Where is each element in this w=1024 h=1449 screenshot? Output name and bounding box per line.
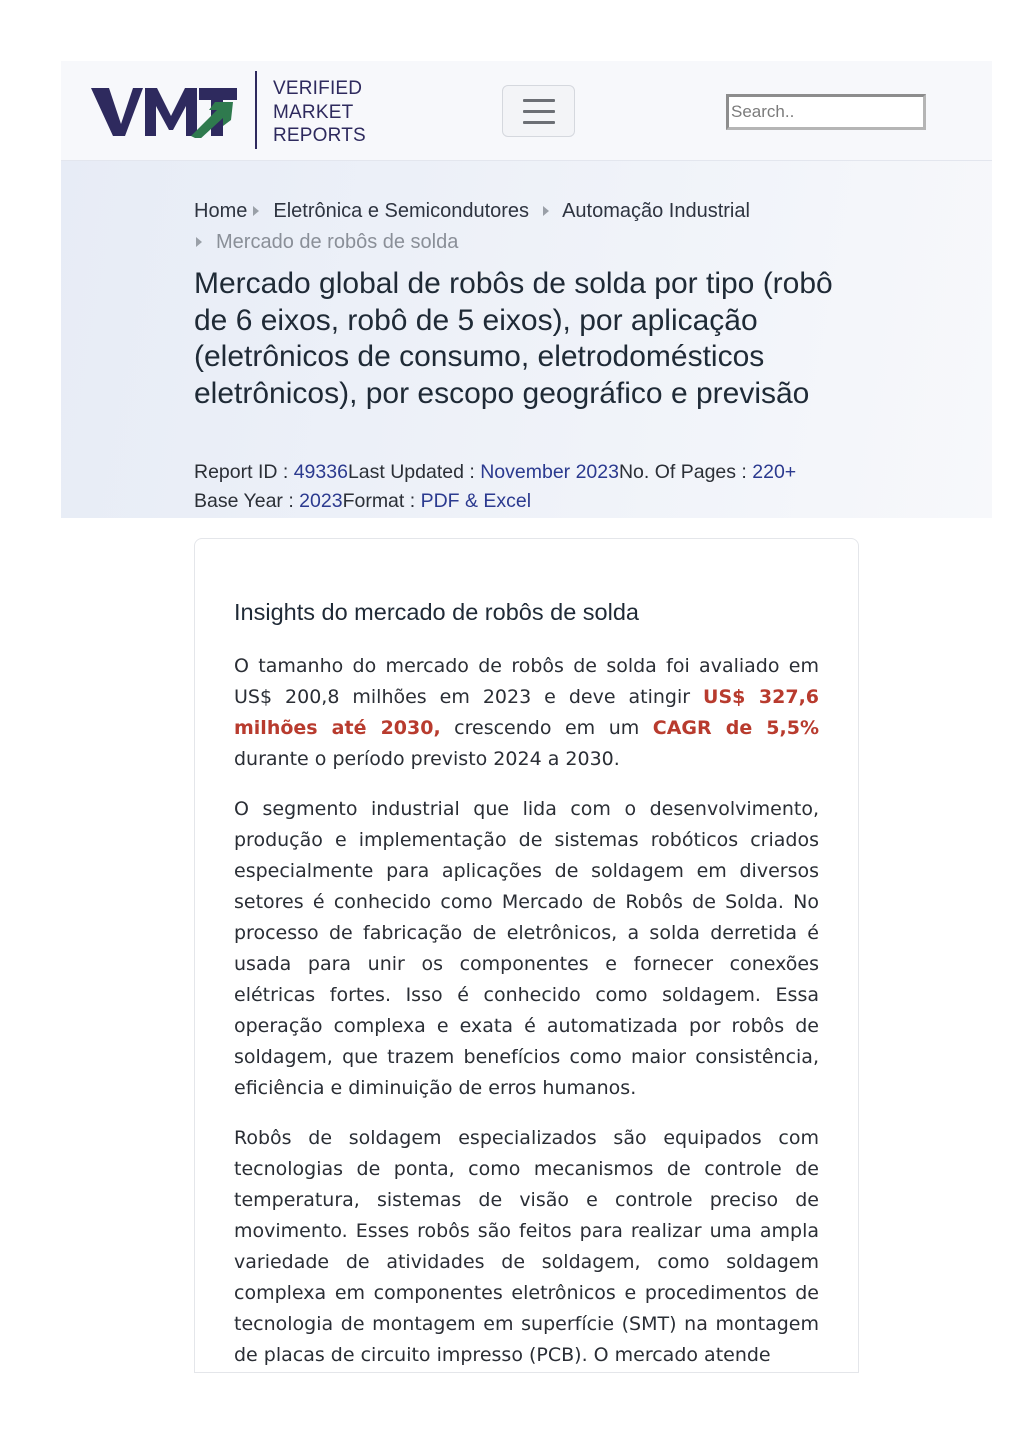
format-label: Format : bbox=[342, 490, 421, 512]
breadcrumb bbox=[194, 196, 854, 258]
report-id-value: 49336 bbox=[293, 461, 348, 483]
site-header bbox=[61, 61, 992, 161]
format-value: PDF & Excel bbox=[420, 490, 532, 512]
last-updated-label: Last Updated : bbox=[347, 461, 481, 483]
chevron-right-icon bbox=[196, 237, 202, 247]
brand-wordmark[interactable] bbox=[273, 77, 393, 148]
pages-label: No. Of Pages : bbox=[618, 461, 753, 483]
insights-paragraph-1 bbox=[234, 651, 819, 775]
p1-text-c: durante o período previsto 2024 a 2030. bbox=[234, 748, 620, 770]
chevron-right-icon bbox=[253, 206, 259, 216]
chevron-right-icon bbox=[543, 206, 549, 216]
breadcrumb-item-electronics[interactable]: Eletrônica e Semicondutores bbox=[273, 200, 530, 222]
search-input[interactable] bbox=[726, 94, 926, 130]
brand-line-2: MARKET bbox=[273, 101, 354, 123]
hamburger-line bbox=[523, 110, 555, 113]
vmr-logo-icon[interactable] bbox=[91, 86, 239, 138]
meta-row-2 bbox=[194, 487, 894, 516]
pages-value: 220+ bbox=[752, 461, 797, 483]
p1-text-b: crescendo em um bbox=[440, 717, 653, 739]
breadcrumb-item-automation[interactable]: Automação Industrial bbox=[562, 200, 750, 222]
insights-card bbox=[194, 538, 859, 1373]
brand-line-1: VERIFIED bbox=[273, 78, 363, 99]
brand-line-3: REPORTS bbox=[273, 125, 366, 146]
breadcrumb-item-home[interactable]: Home bbox=[194, 200, 248, 222]
hamburger-line bbox=[523, 121, 555, 124]
report-meta bbox=[194, 458, 894, 516]
last-updated-value: November 2023 bbox=[480, 461, 619, 483]
hamburger-line bbox=[523, 99, 555, 102]
page-title: Mercado global de robôs de solda por tipo (robô de 6 eixos, robô de 5 eixos), por aplicação (eletrônicos de consumo, eletrodomésticos eletrônicos), por escopo geográfico e previsão bbox=[194, 267, 833, 410]
logo-divider bbox=[255, 71, 257, 149]
report-hero bbox=[61, 161, 992, 518]
insights-body bbox=[234, 651, 819, 1373]
base-year-value: 2023 bbox=[299, 490, 343, 512]
meta-row-1 bbox=[194, 458, 894, 487]
market-forecast-highlight: US$ 327,6 milhões até 2030, bbox=[234, 686, 820, 739]
menu-toggle-button[interactable] bbox=[502, 85, 575, 137]
base-year-label: Base Year : bbox=[194, 490, 300, 512]
cagr-highlight: CAGR de 5,5% bbox=[652, 717, 819, 739]
p1-text-a: O tamanho do mercado de robôs de solda foi avaliado em US$ 200,8 milhões em 2023 e deve atingir bbox=[234, 655, 819, 708]
report-id-label: Report ID : bbox=[194, 461, 294, 483]
breadcrumb-current: Mercado de robôs de solda bbox=[216, 231, 459, 253]
insights-paragraph-2: O segmento industrial que lida com o desenvolvimento, produção e implementação de sistemas robóticos criados especialmente para aplicações de soldagem em diversos setores é conhecido como Mercado de Robôs de Solda. No processo de fabricação de eletrônicos, a solda derretida é usada para unir os componentes e fornecer conexões elétricas fortes. Isso é conhecido como soldagem. Essa operação complexa e exata é automatizada por robôs de soldagem, que trazem benefícios como maior consistência, eficiência e diminuição de erros humanos. bbox=[234, 798, 819, 1099]
insights-heading: Insights do mercado de robôs de solda bbox=[234, 599, 639, 625]
insights-paragraph-3: Robôs de soldagem especializados são equipados com tecnologias de ponta, como mecanismos de controle de temperatura, sistemas de visão e controle preciso de movimento. Esses robôs são feitos para realizar uma ampla variedade de atividades de soldagem, como soldagem complexa em componentes eletrônicos e procedimentos de tecnologia de montagem em superfície (SMT) na montagem de placas de circuito impresso (PCB). O mercado atende bbox=[234, 1127, 819, 1366]
